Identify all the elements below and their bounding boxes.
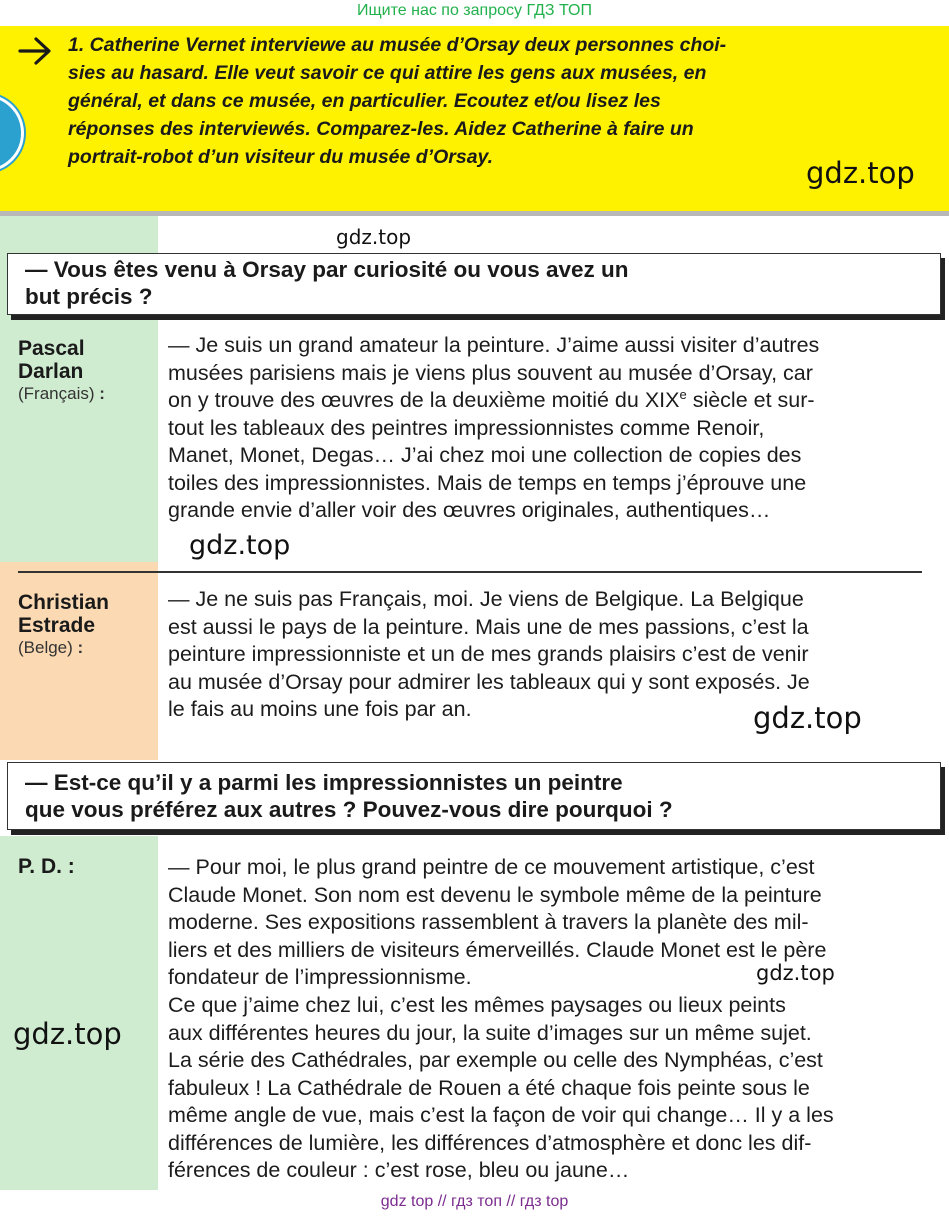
speaker-nationality: (Français) : <box>18 384 105 403</box>
speaker-name: Pascal Darlan <box>18 337 85 383</box>
speaker-nationality: (Belge) : <box>18 638 84 657</box>
watermark: gdz.top <box>753 701 862 735</box>
answer-pascal: — Je suis un grand amateur la peinture. J’aime aussi visiter d’autres musées parisiens mais je viens plus souvent au musée d’Orsay, car on y trouve des œuvres de la deuxième moitié du XIXe siècle et sur- tout les tableaux des peintres impressionnistes comme Renoir, Manet, Monet, Degas… J’ai chez moi une collection de copies des toiles des impressionnistes. Mais de temps en temps j’éprouve une grande envie d’aller voir des œuvres originales, authentiques… <box>168 333 820 522</box>
answer-christian: — Je ne suis pas Français, moi. Je viens de Belgique. La Belgique est aussi le pays de la peinture. Mais une de mes passions, c’est la peinture impressionniste et un de mes grands plaisirs c’est de venir au musée d’Orsay pour admirer les tableaux qui y sont exposés. Je le fais au moins une fois par an. <box>168 587 810 721</box>
speaker-christian <box>18 591 154 659</box>
speaker-name: Christian Estrade <box>18 591 110 637</box>
watermark: gdz.top <box>336 225 412 249</box>
task-instructions: 1. Catherine Vernet interviewe au musée d’Orsay deux personnes choi- sies au hasard. Elle veut savoir ce qui attire les gens aux musées, en général, et dans ce musée, en particulier. Ecoutez et/ou lisez les réponses des interviewés. Comparez-les. Aidez Catherine à faire un portrait-robot d’un visiteur du musée d’Orsay. <box>68 34 727 168</box>
answer-pd-paragraph-2: Ce que j’aime chez lui, c’est les mêmes paysages ou lieux peints aux différentes heures du jour, la suite d’images sur un même sujet. La série des Cathédrales, par exemple ou celle des Nymphéas, c’est fabuleux ! La Cathédrale de Rouen a été chaque fois peinte sous le même angle de vue, mais c’est la façon de voir qui change… Il y a les différences de lumière, les différences d’atmosphère et donc les dif- férences de couleur : c’est rose, bleu ou jaune… <box>168 993 834 1182</box>
watermark: gdz.top <box>806 156 915 190</box>
speaker-panel-green-2 <box>0 836 158 1190</box>
answer-pd-paragraph-1: — Pour moi, le plus grand peintre de ce mouvement artistique, c’est Claude Monet. Son nom est devenu le symbole même de la peinture moderne. Ses expositions rassemblent à travers la planète des mil- liers et des milliers de visiteurs émerveillés. Claude Monet est le père fondateur de l’impressionnisme. <box>168 855 827 989</box>
top-search-banner: Ищите нас по запросу ГДЗ ТОП <box>357 2 592 19</box>
speaker-pascal <box>18 337 154 405</box>
question-1: — Vous êtes venu à Orsay par curiosité ou vous avez un but précis ? <box>7 253 941 315</box>
question-2: — Est-ce qu’il y a parmi les impressionnistes un peintre que vous préférez aux autres ? Pouvez-vous dire pourquoi ? <box>7 762 941 830</box>
speaker-pd: P. D. : <box>18 855 75 878</box>
divider <box>18 571 922 573</box>
watermark: gdz.top <box>756 961 835 985</box>
footer-watermark: gdz top // гдз топ // гдз top <box>380 1193 569 1210</box>
watermark: gdz.top <box>189 530 291 561</box>
arrow-right-icon <box>16 33 56 69</box>
watermark: gdz.top <box>13 1017 122 1051</box>
